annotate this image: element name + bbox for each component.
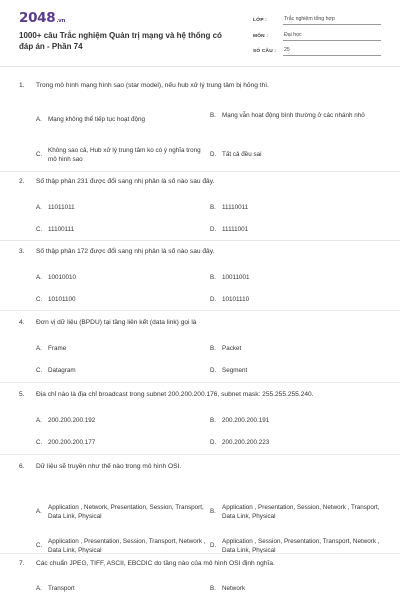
- meta-info: [253, 11, 381, 58]
- option-a[interactable]: [36, 504, 206, 521]
- option-b[interactable]: [210, 204, 372, 213]
- question-number: 1.: [19, 82, 25, 89]
- option-letter: A.: [36, 345, 42, 352]
- option-text: 10101100: [48, 296, 76, 303]
- question-text: [19, 177, 385, 186]
- option-a[interactable]: [36, 417, 198, 426]
- meta-key: MÔN :: [253, 33, 269, 39]
- option-c[interactable]: [36, 367, 198, 376]
- option-a[interactable]: [36, 274, 198, 283]
- meta-row-subject: [253, 27, 381, 41]
- meta-row-class: [253, 11, 381, 25]
- question-number: 3.: [19, 248, 25, 255]
- option-text: 10101110: [222, 296, 250, 303]
- option-text: 11100111: [48, 226, 75, 233]
- option-text: 10011001: [222, 274, 250, 281]
- option-b[interactable]: [210, 585, 372, 594]
- option-d[interactable]: [210, 439, 372, 448]
- option-letter: B.: [210, 585, 216, 592]
- option-letter: C.: [36, 226, 43, 233]
- question-stem: Số thập phân 231 được đổi sang nhị phân là số nào sau đây.: [36, 178, 215, 185]
- question-5: [19, 390, 385, 449]
- meta-key: SỐ CÂU :: [253, 49, 277, 54]
- option-text: 200.200.200.192: [48, 417, 96, 424]
- question-divider: [0, 240, 400, 241]
- question-text: [19, 559, 385, 568]
- option-letter: D.: [210, 439, 217, 446]
- question-stem: Các chuẩn JPEG, TIFF, ASCII, EBCDIC do tầng nào của mô hình OSI định nghĩa.: [36, 560, 275, 567]
- question-divider: [0, 553, 400, 554]
- option-c[interactable]: [36, 296, 198, 305]
- question-stem: Dữ liệu sẽ truyền như thế nào trong mô hình OSI.: [36, 463, 182, 470]
- question-7: [19, 559, 385, 598]
- option-letter: D.: [210, 542, 217, 550]
- question-text: [19, 462, 385, 471]
- meta-value: Trắc nghiệm tổng hợp: [283, 16, 381, 25]
- question-divider: [0, 171, 400, 172]
- option-a[interactable]: [36, 116, 198, 125]
- option-d[interactable]: [210, 296, 372, 305]
- option-text: Application , Network, Presentation, Session, Transport, Data Link, Physical: [48, 504, 204, 520]
- option-letter: B.: [210, 508, 216, 516]
- option-text: Application , Presentation, Session, Transport, Network , Data Link, Physical: [48, 538, 206, 554]
- question-number: 2.: [19, 178, 25, 185]
- option-letter: D.: [210, 367, 217, 374]
- brand-name: 2048: [19, 10, 56, 26]
- option-text: 11110011: [222, 204, 249, 211]
- option-text: Transport: [48, 585, 75, 592]
- question-number: 6.: [19, 463, 25, 470]
- option-letter: C.: [36, 367, 43, 374]
- option-letter: A.: [36, 116, 42, 123]
- question-text: [19, 81, 385, 90]
- document-title: 1000+ câu Trắc nghiệm Quản trị mạng và hệ thống có đáp án - Phần 74: [19, 31, 222, 51]
- question-divider: [0, 310, 400, 311]
- option-c[interactable]: [36, 226, 198, 235]
- question-number: 5.: [19, 391, 25, 398]
- question-stem: Số thập phân 172 được đổi sang nhị phân là số nào sau đây.: [36, 248, 215, 255]
- question-divider: [0, 382, 400, 383]
- option-a[interactable]: [36, 345, 198, 354]
- option-text: 11111001: [222, 226, 249, 233]
- option-letter: A.: [36, 417, 42, 424]
- option-d[interactable]: [210, 226, 372, 235]
- question-stem: Địa chỉ nào là địa chỉ broadcast trong subnet 200.200.200.176, subnet mask: 255.255.255.240.: [36, 391, 314, 398]
- meta-row-count: [253, 42, 381, 56]
- option-letter: A.: [36, 274, 42, 281]
- option-b[interactable]: [210, 345, 372, 354]
- meta-value: Đại học: [283, 32, 381, 41]
- option-letter: B.: [210, 345, 216, 352]
- option-a[interactable]: [36, 204, 198, 213]
- option-text: Datagram: [48, 367, 76, 374]
- option-text: Segment: [222, 367, 248, 374]
- option-text: Application , Session, Presentation, Transport, Network , Data Link, Physical: [222, 538, 380, 554]
- option-text: 11011011: [48, 204, 75, 211]
- question-divider: [0, 454, 400, 455]
- option-text: Mạng không thể tiếp tục hoạt động: [48, 116, 145, 123]
- brand-suffix: .vn: [56, 18, 66, 24]
- option-letter: B.: [210, 112, 216, 119]
- option-d[interactable]: [210, 151, 372, 160]
- option-letter: A.: [36, 204, 42, 211]
- option-letter: C.: [36, 439, 43, 446]
- option-letter: C.: [36, 542, 43, 550]
- question-text: [19, 247, 385, 256]
- option-text: Không sao cả, Hub xử lý trung tâm ko có ý nghĩa trong mô hình sao: [48, 147, 201, 163]
- option-text: 200.200.200.177: [48, 439, 96, 446]
- option-letter: A.: [36, 508, 42, 516]
- document-header: [0, 0, 400, 66]
- meta-key: LỚP :: [253, 18, 268, 23]
- option-a[interactable]: [36, 585, 198, 594]
- option-letter: C.: [36, 151, 43, 159]
- question-3: [19, 247, 385, 306]
- option-letter: B.: [210, 274, 216, 281]
- question-1: [19, 81, 385, 163]
- option-letter: D.: [210, 226, 217, 233]
- question-number: 7.: [19, 560, 25, 567]
- option-text: Tất cả đều sai: [222, 151, 262, 158]
- option-letter: C.: [36, 296, 43, 303]
- option-c[interactable]: [36, 439, 198, 448]
- option-text: 10010010: [48, 274, 77, 281]
- option-letter: B.: [210, 417, 216, 424]
- option-text: Packet: [222, 345, 242, 352]
- option-text: Frame: [48, 345, 67, 352]
- option-text: 200.200.200.191: [222, 417, 270, 424]
- option-text: Application , Presentation, Session, Network , Transport, Data Link, Physical: [222, 504, 380, 520]
- question-text: [19, 390, 385, 399]
- header-divider: [0, 66, 400, 67]
- meta-value: 25: [283, 47, 381, 56]
- option-letter: A.: [36, 585, 42, 592]
- option-b[interactable]: [210, 112, 372, 121]
- option-b[interactable]: [210, 417, 372, 426]
- question-4: [19, 318, 385, 377]
- option-text: Network: [222, 585, 246, 592]
- option-text: 200.200.200.223: [222, 439, 270, 446]
- option-c[interactable]: [36, 147, 208, 164]
- question-6: [19, 462, 385, 554]
- question-text: [19, 318, 385, 327]
- site-logo[interactable]: [19, 10, 65, 26]
- option-letter: D.: [210, 151, 217, 158]
- option-letter: D.: [210, 296, 217, 303]
- option-letter: B.: [210, 204, 216, 211]
- option-d[interactable]: [210, 367, 372, 376]
- question-2: [19, 177, 385, 236]
- question-stem: Trong mô hình mạng hình sao (star model), nếu hub xử lý trung tâm bị hỏng thì.: [36, 82, 269, 89]
- option-b[interactable]: [210, 274, 372, 283]
- option-b[interactable]: [210, 504, 385, 521]
- question-stem: Đơn vị dữ liệu (BPDU) tại tầng liên kết (data link) gọi là: [36, 319, 197, 326]
- option-text: Mạng vẫn hoạt động bình thường ở các nhánh nhỏ: [222, 112, 365, 119]
- question-number: 4.: [19, 319, 25, 326]
